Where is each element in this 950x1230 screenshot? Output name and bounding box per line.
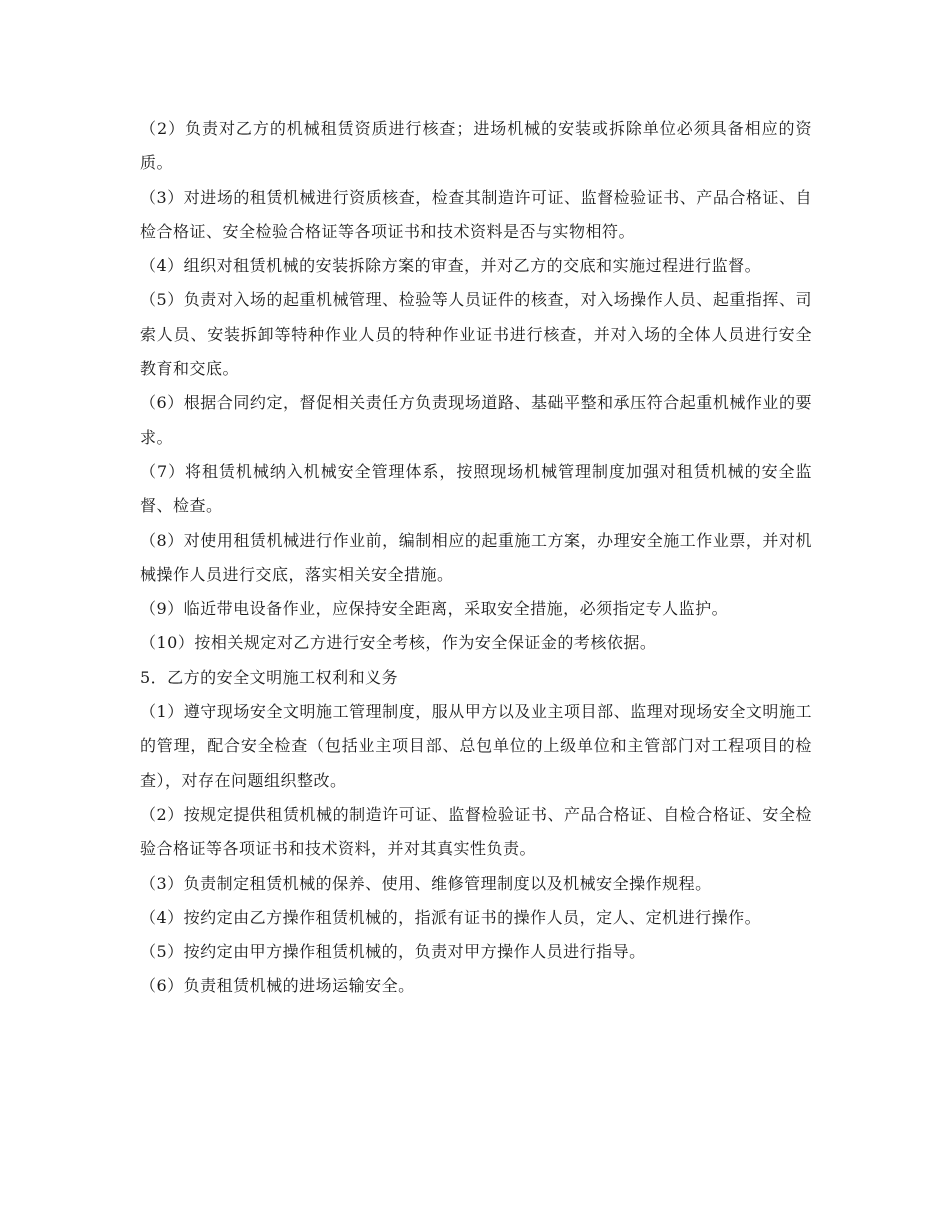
paragraph-3-certificate-check: （3）对进场的租赁机械进行资质核查，检查其制造许可证、监督检验证书、产品合格证、自检合格证、安全检验合格证等各项证书和技术资料是否与实物相符。 [140,187,812,241]
paragraph-b5-guidance: （5）按约定由甲方操作租赁机械的，负责对甲方操作人员进行指导。 [140,942,646,962]
paragraph-2-qualification-check: （2）负责对乙方的机械租赁资质进行核查；进场机械的安装或拆除单位必须具备相应的资质。 [140,119,812,173]
paragraph-7-safety-system: （7）将租赁机械纳入机械安全管理体系，按照现场机械管理制度加强对租赁机械的安全监督、检查。 [140,461,812,516]
paragraph-b3-maintenance-rules: （3）负责制定租赁机械的保养、使用、维修管理制度以及机械安全操作规程。 [140,873,712,893]
paragraph-b1-comply: （1）遵守现场安全文明施工管理制度，服从甲方以及业主项目部、监理对现场安全文明施工的管理，配合安全检查（包括业主项目部、总包单位的上级单位和主管部门对工程项目的检查），对存在问题组织整改。 [140,702,812,790]
paragraph-b2-provide-certificates: （2）按规定提供租赁机械的制造许可证、监督检验证书、产品合格证、自检合格证、安全检验合格证等各项证书和技术资料，并对其真实性负责。 [140,804,812,859]
section-heading-5: 5．乙方的安全文明施工权利和义务 [140,667,399,687]
paragraph-4-scheme-review: （4）组织对租赁机械的安装拆除方案的审查，并对乙方的交底和实施过程进行监督。 [140,256,762,276]
paragraph-b6-transport: （6）负责租赁机械的进场运输安全。 [140,976,415,996]
paragraph-8-construction-plan: （8）对使用租赁机械进行作业前，编制相应的起重施工方案，办理安全施工作业票，并对机械操作人员进行交底，落实相关安全措施。 [140,530,812,584]
paragraph-6-site-requirements: （6）根据合同约定，督促相关责任方负责现场道路、基础平整和承压符合起重机械作业的要求。 [140,393,812,447]
paragraph-10-assessment: （10）按相关规定对乙方进行安全考核，作为安全保证金的考核依据。 [140,633,657,653]
paragraph-b4-operators: （4）按约定由乙方操作租赁机械的，指派有证书的操作人员，定人、定机进行操作。 [140,907,762,927]
paragraph-9-live-equipment: （9）临近带电设备作业，应保持安全距离，采取安全措施，必须指定专人监护。 [140,599,729,619]
paragraph-5-personnel-check: （5）负责对入场的起重机械管理、检验等人员证件的核查，对入场操作人员、起重指挥、司索人员、安装拆卸等特种作业人员的特种作业证书进行核查，并对入场的全体人员进行安全教育和交底。 [140,290,812,379]
document-body [140,112,812,1004]
